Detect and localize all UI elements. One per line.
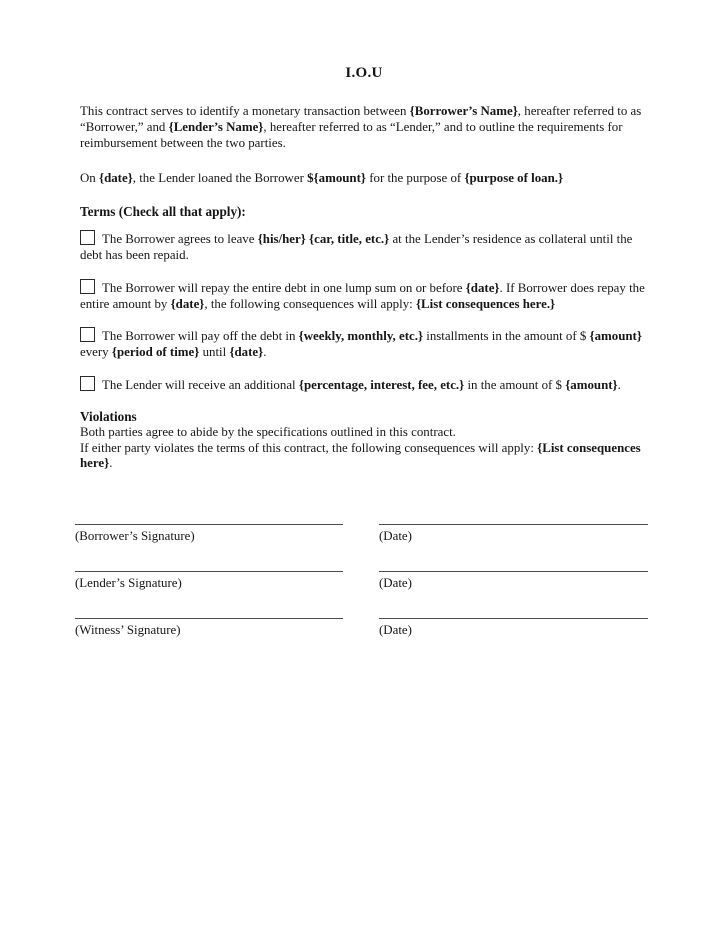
intro-paragraph: This contract serves to identify a monetary transaction between {Borrower’s Name}, hereafter referred to as “Borrower,” and {Lender’s Name}, hereafter referred to as “Lender,” and to outline the requirements for reimbursement between the two parties. — [80, 104, 642, 150]
violations-line2: If either party violates the terms of this contract, the following consequences will apply: {List consequences here}. — [80, 440, 641, 471]
violations-heading: Violations — [80, 408, 137, 424]
lump-sum-checkbox-icon[interactable] — [80, 279, 95, 294]
installments-checkbox-icon[interactable] — [80, 327, 95, 342]
lender-date-line — [379, 571, 648, 592]
signature-row-borrower — [75, 524, 648, 545]
borrower-date-line — [379, 524, 648, 545]
lender-signature-label: (Lender’s Signature) — [75, 575, 182, 590]
term-additional-fee-text: The Lender will receive an additional {percentage, interest, fee, etc.} in the amount of $ {amount}. — [102, 377, 621, 392]
term-installments-text: The Borrower will pay off the debt in {weekly, monthly, etc.} installments in the amount of $ {amount} every {period of time} until {date}. — [80, 329, 642, 360]
violations-line1: Both parties agree to abide by the specifications outlined in this contract. — [80, 424, 456, 439]
lender-signature-line — [75, 571, 343, 592]
term-collateral-text: The Borrower agrees to leave {his/her} {car, title, etc.} at the Lender’s residence as collateral until the debt has been repaid. — [80, 232, 633, 262]
borrower-signature-label: (Borrower’s Signature) — [75, 529, 195, 544]
witness-date-line — [379, 618, 648, 639]
borrower-signature-line — [75, 524, 343, 545]
loan-statement-paragraph: On {date}, the Lender loaned the Borrower ${amount} for the purpose of {purpose of loan.} — [80, 171, 564, 186]
signature-row-witness — [75, 618, 648, 639]
additional-fee-checkbox-icon[interactable] — [80, 376, 95, 391]
signature-row-lender — [75, 571, 648, 592]
witness-date-label: (Date) — [379, 622, 412, 637]
terms-heading: Terms (Check all that apply): — [80, 204, 246, 220]
term-item-installments — [80, 327, 648, 361]
signature-section — [75, 524, 648, 638]
witness-signature-label: (Witness’ Signature) — [75, 622, 181, 637]
term-item-lump-sum — [80, 279, 648, 313]
term-item-additional-fee — [80, 376, 648, 394]
collateral-checkbox-icon[interactable] — [80, 230, 95, 245]
lender-date-label: (Date) — [379, 575, 412, 590]
witness-signature-line — [75, 618, 343, 639]
borrower-date-label: (Date) — [379, 529, 412, 544]
term-item-collateral — [80, 230, 648, 264]
document-title: I.O.U — [345, 65, 383, 81]
term-lump-sum-text: The Borrower will repay the entire debt in one lump sum on or before {date}. If Borrower does repay the entire amount by {date}, the following consequences will apply: {List consequences here.} — [80, 280, 645, 311]
